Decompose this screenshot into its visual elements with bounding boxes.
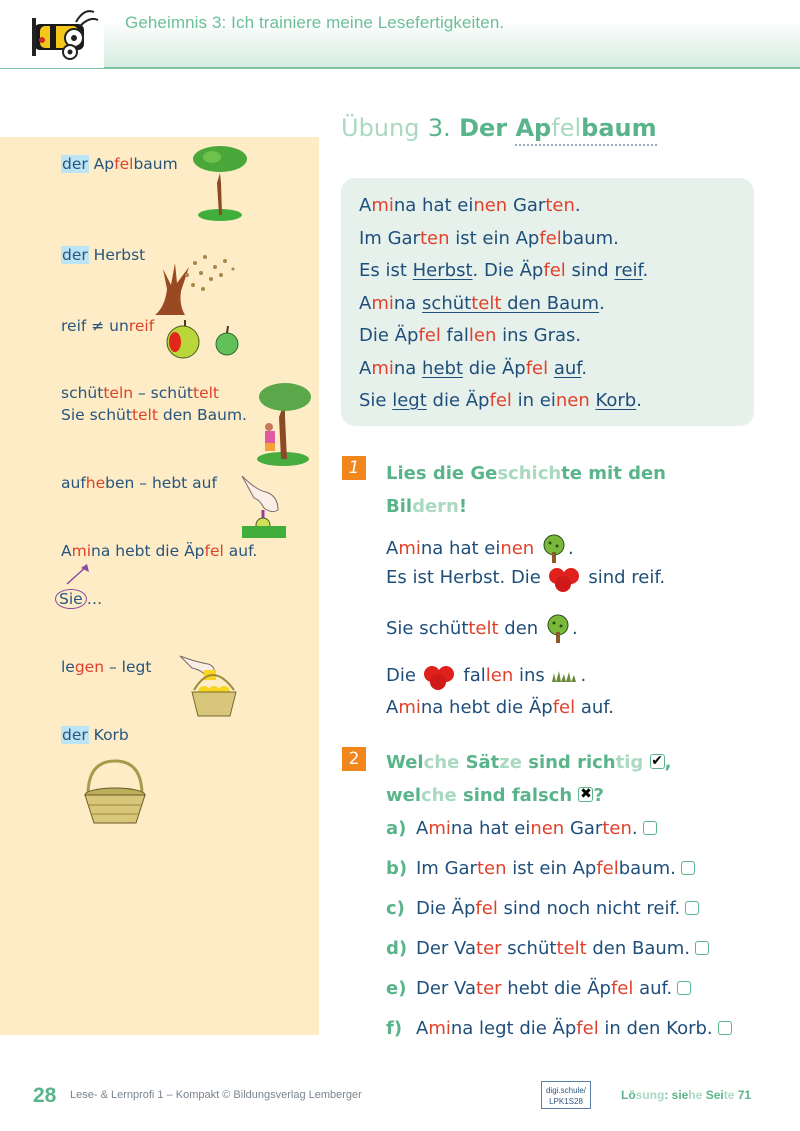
vocab-herbst: der Herbst xyxy=(62,246,146,264)
answer-b: b) Im Garten ist ein Apfelbaum. xyxy=(386,858,695,879)
answer-f: f) Amina legt die Äpfel in den Korb. xyxy=(386,1018,732,1039)
bee-mascot-icon xyxy=(28,6,108,66)
vocab-apfelbaum: der Apfelbaum xyxy=(62,155,178,173)
hand-picking-apple-icon xyxy=(238,470,288,540)
vocab-amina-hebt: Amina hebt die Äpfel auf. xyxy=(61,542,258,560)
story-line: Es ist Herbst. Die Äpfel sind reif. xyxy=(359,260,649,281)
vocab-legen: legen – legt xyxy=(61,658,152,676)
solution-reference: Lösung: siehe Seite 71 xyxy=(621,1088,752,1102)
apple-tree-icon xyxy=(190,143,250,223)
chapter-title: Geheimnis 3: Ich trainiere meine Lesefertigkeiten. xyxy=(125,13,505,32)
basket-icon xyxy=(80,757,150,827)
girl-shaking-tree-icon xyxy=(253,381,313,467)
task-2-number: 2 xyxy=(342,747,366,771)
task-1-line: Sie schüttelt den . xyxy=(386,614,578,644)
answer-checkbox-f[interactable] xyxy=(718,1021,732,1035)
tree-icon xyxy=(544,614,572,644)
story-line: Sie legt die Äpfel in einen Korb. xyxy=(359,390,642,411)
answer-checkbox-d[interactable] xyxy=(695,941,709,955)
task-1-line: Es ist Herbst. Die sind reif. xyxy=(386,564,665,592)
exercise-title xyxy=(341,114,657,142)
logo-area xyxy=(0,0,104,68)
exercise-number: 3. xyxy=(427,114,451,142)
task-1-line: Die fallen ins . xyxy=(386,662,586,690)
article-der: der xyxy=(62,246,88,264)
autumn-tree-icon xyxy=(145,249,245,317)
story-line: Die Äpfel fallen ins Gras. xyxy=(359,325,582,346)
task-1-line: Amina hat einen . xyxy=(386,534,574,564)
task-2-heading: Welche Sätze sind richtig ✔, welche sind falsch ✖? xyxy=(386,752,672,806)
check-icon: ✔ xyxy=(651,752,663,769)
arrow-icon xyxy=(62,562,92,586)
story-line: Amina hat einen Garten. xyxy=(359,195,581,216)
story-line: Amina schüttelt den Baum. xyxy=(359,292,605,314)
story-box xyxy=(341,178,754,426)
task-1-heading: Lies die Geschichte mit den Bildern! xyxy=(386,463,666,517)
tree-icon xyxy=(540,534,568,564)
page-number: 28 xyxy=(33,1084,57,1107)
vocab-aufheben: aufheben – hebt auf xyxy=(61,474,217,492)
answer-checkbox-b[interactable] xyxy=(681,861,695,875)
story-line: Amina hebt die Äpfel auf. xyxy=(359,357,588,379)
answer-checkbox-c[interactable] xyxy=(685,901,699,915)
digi-schule-link[interactable]: digi.schule/ LPK1S28 xyxy=(541,1081,591,1109)
answer-checkbox-a[interactable] xyxy=(643,821,657,835)
exercise-title-word: Apfelbaum xyxy=(515,114,656,146)
vocab-korb: der Korb xyxy=(62,726,129,744)
article-der: der xyxy=(62,726,88,744)
grass-icon xyxy=(550,669,580,683)
copyright-text: Lese- & Lernprofi 1 – Kompakt © Bildungsverlag Lemberger xyxy=(70,1089,362,1101)
apples-icon xyxy=(165,320,245,360)
vocabulary-sidebar xyxy=(0,137,319,1035)
exercise-prefix: Übung xyxy=(341,114,420,142)
task-1-line: Amina hebt die Äpfel auf. xyxy=(386,697,615,718)
vocab-reif: reif ≠ unreif xyxy=(61,317,155,335)
answer-a: a) Amina hat einen Garten. xyxy=(386,818,657,839)
vocab-sie: Sie … xyxy=(61,588,102,610)
answer-e: e) Der Vater hebt die Äpfel auf. xyxy=(386,978,691,999)
page-header xyxy=(0,0,800,69)
vocab-schuetteln: schütteln – schüttelt Sie schüttelt den Baum. xyxy=(61,384,247,424)
article-der: der xyxy=(62,155,88,173)
apples-icon xyxy=(547,564,583,592)
answer-d: d) Der Vater schüttelt den Baum. xyxy=(386,938,709,959)
story-line: Im Garten ist ein Apfelbaum. xyxy=(359,227,619,249)
answer-checkbox-e[interactable] xyxy=(677,981,691,995)
apples-icon xyxy=(422,662,458,690)
task-1-number: 1 xyxy=(342,456,366,480)
hand-basket-icon xyxy=(176,652,246,722)
exercise-title-der: Der xyxy=(459,114,516,142)
cross-icon: ✖ xyxy=(580,785,592,802)
answer-c: c) Die Äpfel sind noch nicht reif. xyxy=(386,898,699,919)
